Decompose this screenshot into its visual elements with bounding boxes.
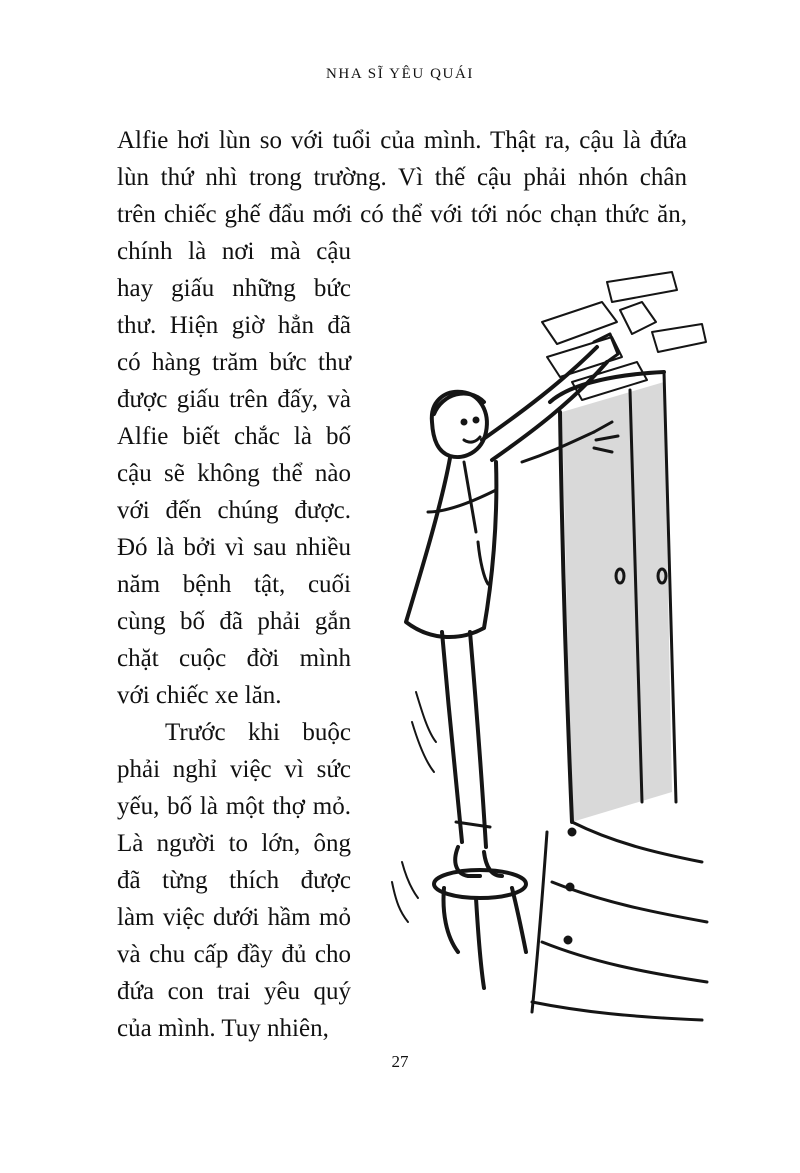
text-line: làm việc dưới hầm mỏ — [117, 904, 351, 931]
text-line: và chu cấp đầy đủ cho — [117, 941, 351, 968]
text-line: Alfie biết chắc là bố — [117, 423, 351, 450]
page-number: 27 — [391, 1052, 409, 1071]
text-line: chặt cuộc đời mình — [117, 645, 351, 672]
text-line: Đó là bởi vì sau nhiều — [117, 534, 351, 561]
text-line: đã từng thích được — [117, 867, 351, 894]
text-line: có hàng trăm bức thư — [117, 349, 351, 376]
text-line: yếu, bố là một thợ mỏ. — [117, 793, 351, 820]
text-line: năm bệnh tật, cuối — [117, 571, 351, 598]
text-line: lùn thứ nhì trong trường. Vì thế cậu phải nhón chân — [117, 164, 687, 191]
text-line: chính là nơi mà cậu — [117, 238, 351, 265]
text-line: Là người to lớn, ông — [117, 830, 351, 857]
text-line: với đến chúng được. — [117, 497, 351, 524]
text-line: hay giấu những bức — [117, 275, 351, 302]
paragraph-first-line: Trước khi buộc — [165, 719, 351, 746]
text-line: cậu sẽ không thể nào — [117, 460, 351, 487]
text-line: thư. Hiện giờ hẳn đã — [117, 312, 351, 339]
text-line: cùng bố đã phải gắn — [117, 608, 351, 635]
text-line: đứa con trai yêu quý — [117, 978, 351, 1005]
text-line: phải nghỉ việc vì sức — [117, 756, 351, 783]
text-line: Alfie hơi lùn so với tuổi của mình. Thật ra, cậu là đứa — [117, 127, 687, 154]
boy-on-stool-reaching-cupboard-illustration — [372, 262, 712, 1022]
running-header: NHA SĨ YÊU QUÁI — [325, 66, 475, 82]
text-line: với chiếc xe lăn. — [117, 682, 282, 709]
text-line: của mình. Tuy nhiên, — [117, 1015, 329, 1042]
text-line: được giấu trên đấy, và — [117, 386, 351, 413]
text-line: trên chiếc ghế đẩu mới có thể với tới nóc chạn thức ăn, — [117, 201, 687, 228]
